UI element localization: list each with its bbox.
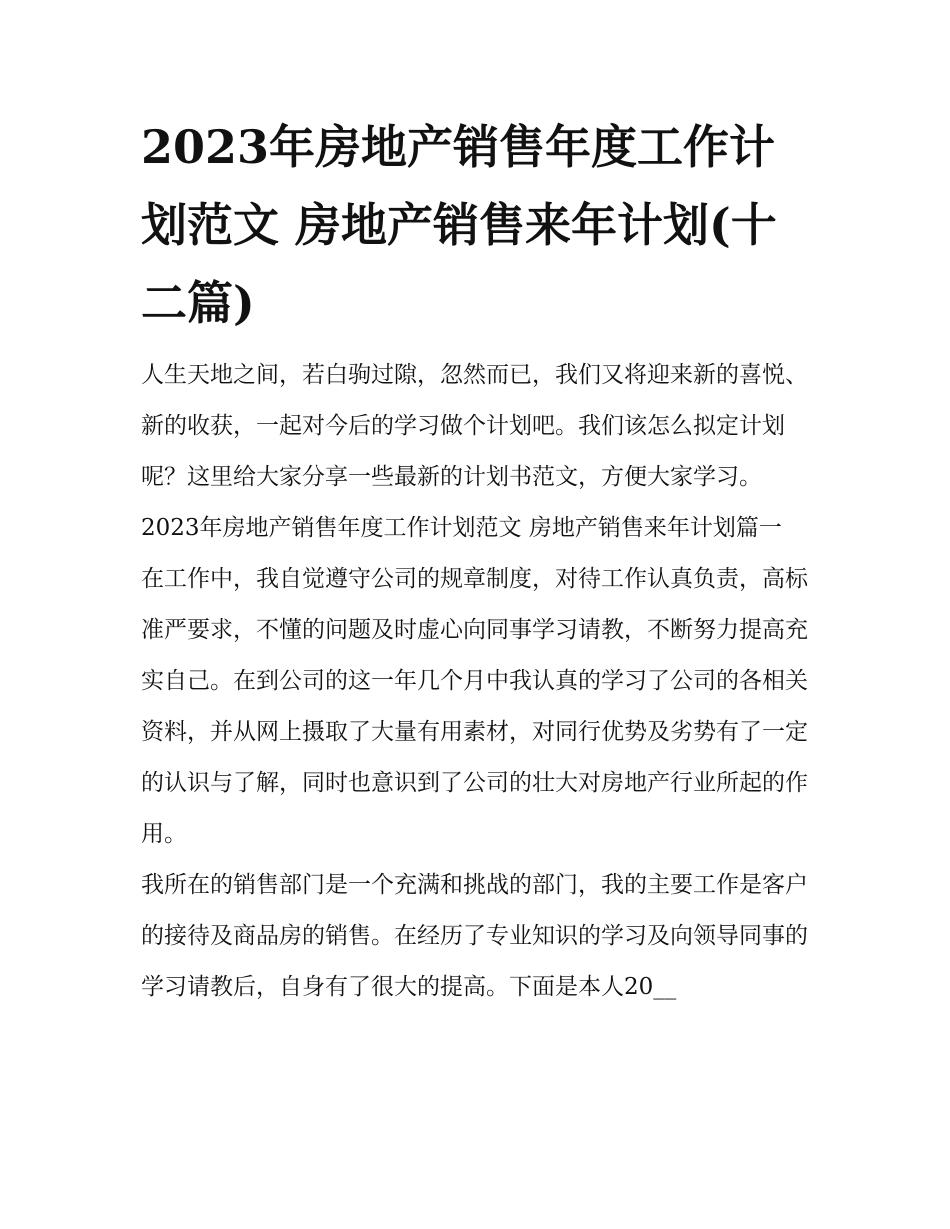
section-heading: 2023年房地产销售年度工作计划范文 房地产销售来年计划篇一 xyxy=(141,515,782,541)
document-title: 2023年房地产销售年度工作计划范文 房地产销售来年计划(十二篇) xyxy=(141,120,777,330)
document-body xyxy=(141,108,811,1013)
body-paragraph: 在工作中，我自觉遵守公司的规章制度，对待工作认真负责，高标准严要求，不懂的问题及时虚心向同事学习请教，不断努力提高充实自己。在到公司的这一年几个月中我认真的学习了公司的各相关资料，并从网上摄取了大量有用素材，对同行优势及劣势有了一定的认识与了解，同时也意识到了公司的壮大对房地产行业所起的作用。 xyxy=(141,566,808,847)
intro-paragraph: 人生天地之间，若白驹过隙，忽然而已，我们又将迎来新的喜悦、新的收获，一起对今后的学习做个计划吧。我们该怎么拟定计划呢？这里给大家分享一些最新的计划书范文，方便大家学习。 xyxy=(141,362,808,490)
body-paragraph: 我所在的销售部门是一个充满和挑战的部门，我的主要工作是客户的接待及商品房的销售。在经历了专业知识的学习及向领导同事的学习请教后，自身有了很大的提高。下面是本人20__ xyxy=(141,872,808,1000)
